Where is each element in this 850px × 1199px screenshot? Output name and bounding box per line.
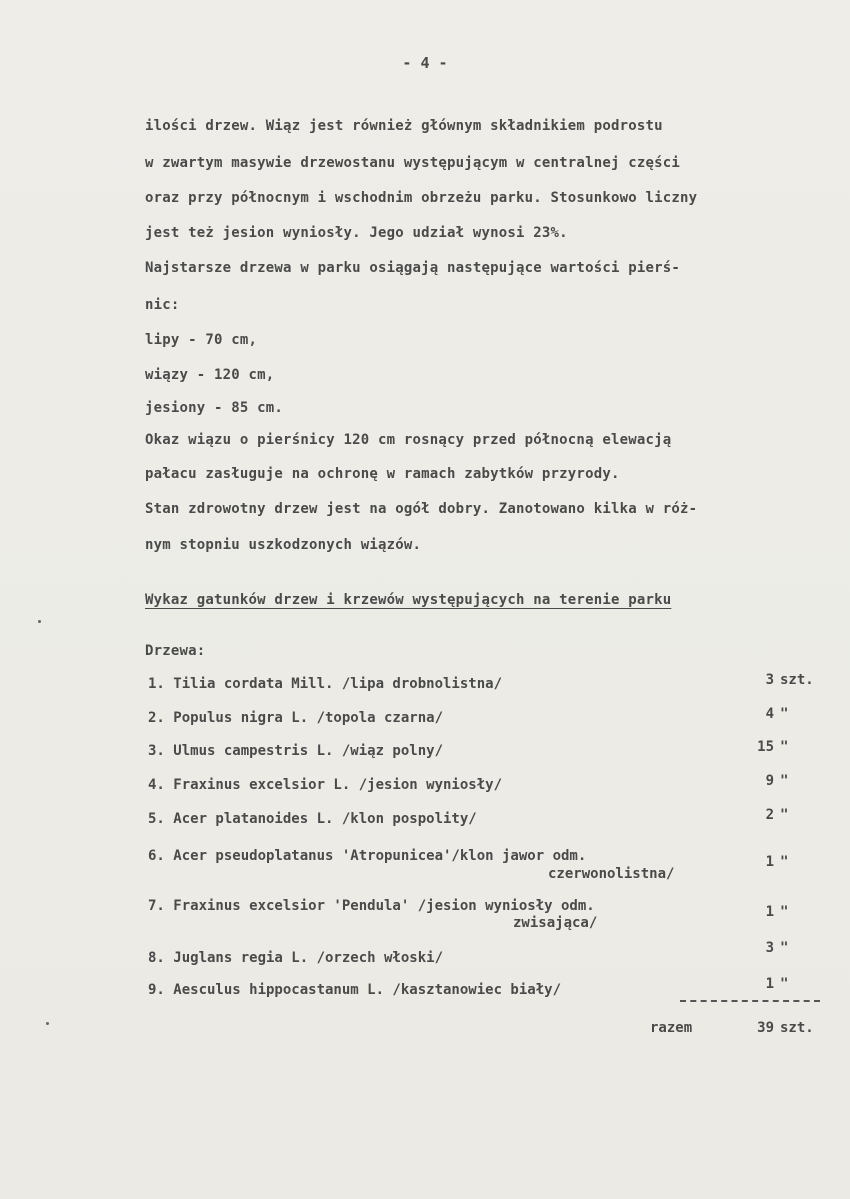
paragraph-line: wiązy - 120 cm, — [145, 367, 275, 383]
paragraph-line: nic: — [145, 297, 180, 313]
item-quantity: 9 — [765, 773, 774, 789]
item-label: 4. Fraxinus excelsior L. /jesion wyniosły/ — [148, 777, 503, 793]
item-unit: " — [780, 773, 789, 789]
total-label: razem — [650, 1020, 693, 1036]
paragraph-line: nym stopniu uszkodzonych wiązów. — [145, 537, 422, 553]
item-unit: " — [780, 807, 789, 823]
paragraph-line: Stan zdrowotny drzew jest na ogół dobry. Zanotowano kilka w róż- — [145, 501, 698, 517]
item-label: 1. Tilia cordata Mill. /lipa drobnolistna/ — [148, 676, 503, 692]
total-unit: szt. — [780, 1020, 814, 1036]
item-label: 6. Acer pseudoplatanus 'Atropunicea'/klon jawor odm. — [148, 848, 587, 864]
paragraph-line: pałacu zasługuje na ochronę w ramach zabytków przyrody. — [145, 466, 620, 482]
paragraph-line: lipy - 70 cm, — [145, 332, 258, 348]
paragraph-line: Okaz wiązu o pierśnicy 120 cm rosnący przed północną elewacją — [145, 432, 672, 448]
item-quantity: 1 — [765, 976, 774, 992]
scan-speck — [38, 620, 41, 623]
paragraph-line: jest też jesion wyniosły. Jego udział wynosi 23%. — [145, 225, 568, 241]
item-label: 3. Ulmus campestris L. /wiąz polny/ — [148, 743, 444, 759]
total-quantity: 39 — [757, 1020, 774, 1036]
section-label: Drzewa: — [145, 643, 206, 659]
item-label: 2. Populus nigra L. /topola czarna/ — [148, 710, 444, 726]
page-number: - 4 - — [402, 54, 448, 72]
item-label: 8. Juglans regia L. /orzech włoski/ — [148, 950, 444, 966]
item-quantity: 3 — [765, 940, 774, 956]
item-quantity: 4 — [765, 706, 774, 722]
item-label: 5. Acer platanoides L. /klon pospolity/ — [148, 811, 477, 827]
paragraph-line: jesiony - 85 cm. — [145, 400, 284, 416]
item-label-continued: czerwonolistna/ — [548, 866, 675, 882]
item-quantity: 1 — [765, 854, 774, 870]
item-unit: " — [780, 976, 789, 992]
paragraph-line: ilości drzew. Wiąz jest również głównym składnikiem podrostu — [145, 118, 663, 134]
paragraph-line: w zwartym masywie drzewostanu występującym w centralnej części — [145, 155, 680, 171]
scan-speck — [46, 1022, 49, 1025]
item-unit: " — [780, 706, 789, 722]
item-quantity: 2 — [765, 807, 774, 823]
item-quantity: 1 — [765, 904, 774, 920]
item-unit: " — [780, 854, 789, 870]
item-unit: " — [780, 904, 789, 920]
paragraph-line: Najstarsze drzewa w parku osiągają następujące wartości pierś- — [145, 260, 680, 276]
sum-rule — [680, 1000, 820, 1002]
list-heading: Wykaz gatunków drzew i krzewów występujących na terenie parku — [145, 592, 672, 608]
item-unit: " — [780, 739, 789, 755]
paragraph-line: oraz przy północnym i wschodnim obrzeżu parku. Stosunkowo liczny — [145, 190, 698, 206]
item-unit: szt. — [780, 672, 814, 688]
item-unit: " — [780, 940, 789, 956]
item-label: 9. Aesculus hippocastanum L. /kasztanowiec biały/ — [148, 982, 562, 998]
item-quantity: 3 — [765, 672, 774, 688]
item-label: 7. Fraxinus excelsior 'Pendula' /jesion wyniosły odm. — [148, 898, 595, 914]
item-quantity: 15 — [757, 739, 774, 755]
item-label-continued: zwisająca/ — [513, 915, 598, 931]
